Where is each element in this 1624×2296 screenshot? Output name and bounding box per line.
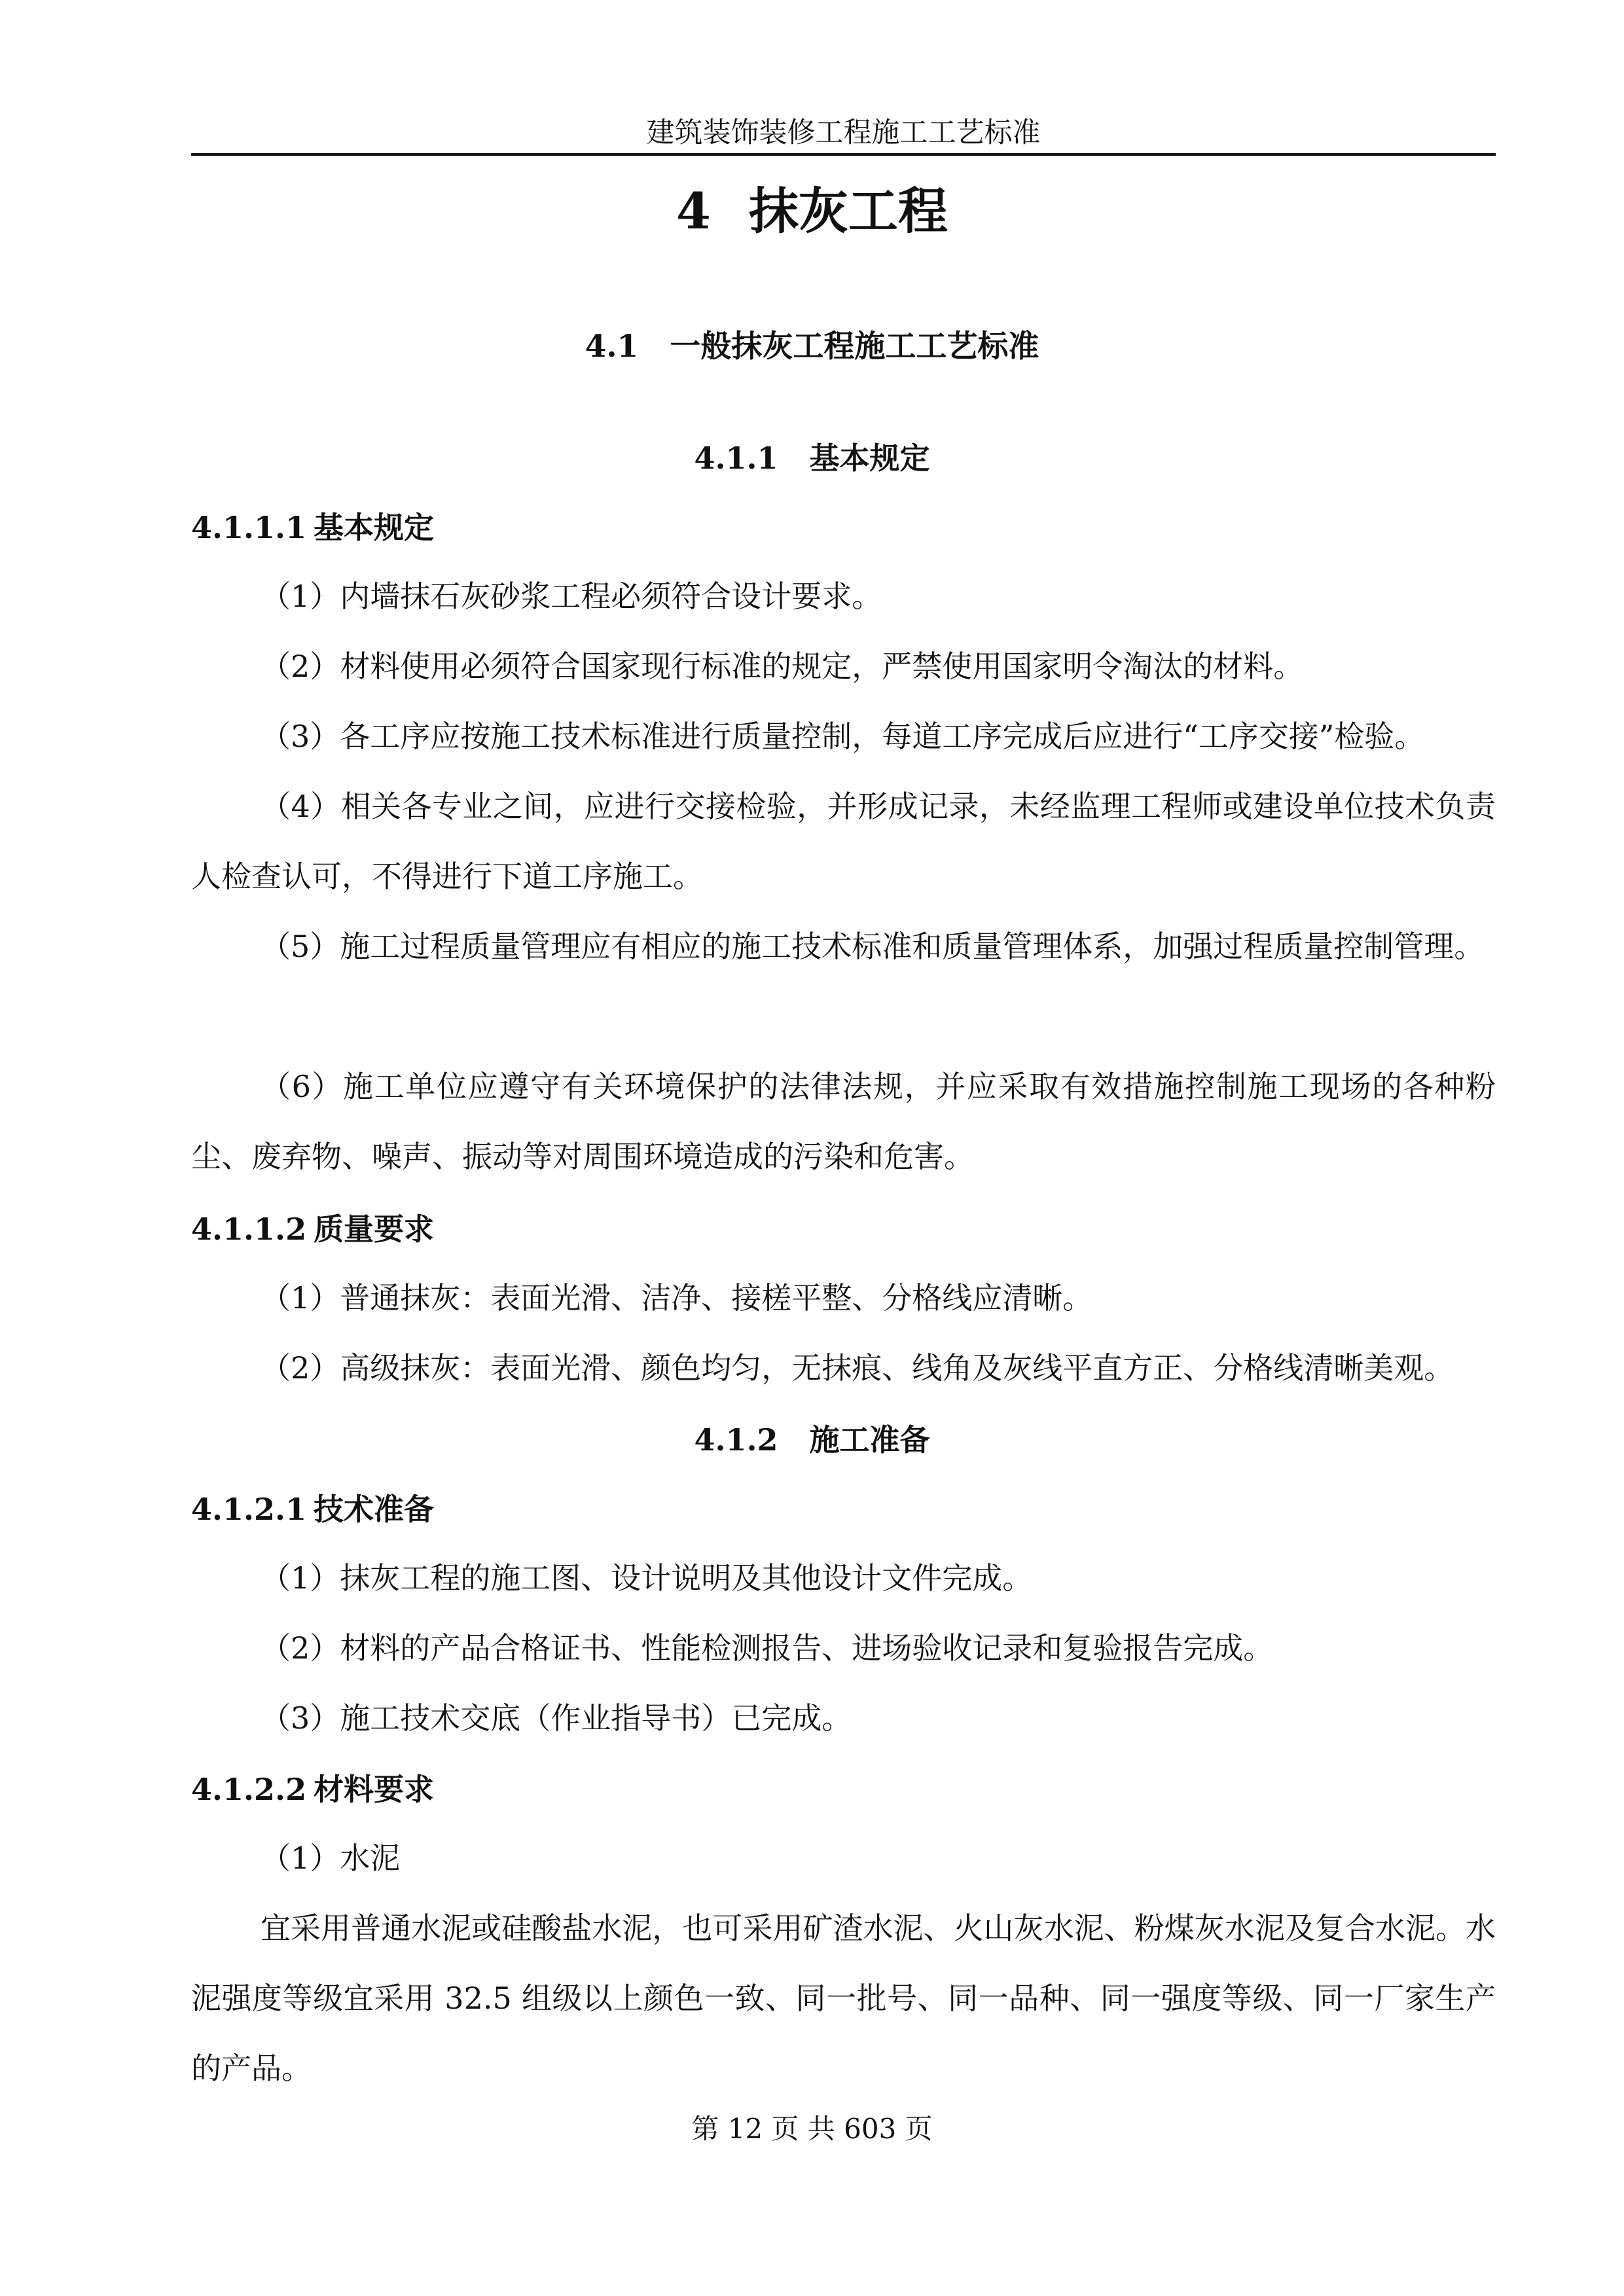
clause-heading-tech — [191, 1483, 1496, 1535]
section-number: 4.1 — [585, 329, 639, 365]
paragraph: （6）施工单位应遵守有关环境保护的法律法规，并应采取有效措施控制施工现场的各种粉尘、废弃物、噪声、振动等对周围环境造成的污染和危害。 — [191, 1069, 1496, 1174]
paragraph: （1）水泥 — [261, 1840, 401, 1876]
subsection-heading-prep — [0, 1414, 1624, 1466]
clause-number: 4.1.1.2 — [191, 1211, 307, 1247]
clause-number: 4.1.1.1 — [191, 510, 307, 545]
header-rule — [191, 153, 1496, 156]
clause-heading-quality — [191, 1203, 1496, 1255]
clause-title: 质量要求 — [314, 1211, 434, 1247]
paragraph: （1）普通抹灰：表面光滑、洁净、接槎平整、分格线应清晰。 — [261, 1280, 1093, 1316]
subsection-number: 4.1.2 — [694, 1422, 778, 1458]
subsection-number: 4.1.1 — [694, 440, 778, 476]
section-heading — [0, 321, 1624, 373]
section-title: 一般抹灰工程施工工艺标准 — [670, 329, 1039, 365]
paragraph: （2）高级抹灰：表面光滑、颜色均匀，无抹痕、线角及灰线平直方正、分格线清晰美观。 — [261, 1350, 1454, 1386]
running-header: 建筑装饰装修工程施工工艺标准 — [646, 117, 1041, 149]
clause-number: 4.1.2.2 — [191, 1772, 307, 1807]
chapter-heading — [0, 175, 1624, 247]
paragraph: 宜采用普通水泥或硅酸盐水泥，也可采用矿渣水泥、火山灰水泥、粉煤灰水泥及复合水泥。水泥强度等级宜采用 32.5 组级以上颜色一致、同一批号、同一品种、同一强度等级、同一厂家生产的产品。 — [191, 1910, 1496, 2086]
subsection-title: 施工准备 — [809, 1422, 930, 1458]
paragraph: （3）各工序应按施工技术标准进行质量控制，每道工序完成后应进行“工序交接”检验。 — [261, 719, 1425, 754]
page-footer: 第 12 页 共 603 页 — [691, 2113, 933, 2145]
clause-number: 4.1.2.1 — [191, 1492, 307, 1527]
subsection-title: 基本规定 — [809, 440, 930, 476]
clause-heading-basic — [191, 501, 1496, 554]
paragraph: （1）内墙抹石灰砂浆工程必须符合设计要求。 — [261, 579, 882, 614]
paragraph: （5）施工过程质量管理应有相应的施工技术标准和质量管理体系，加强过程质量控制管理。 — [261, 929, 1485, 964]
paragraph: （2）材料使用必须符合国家现行标准的规定，严禁使用国家明令淘汰的材料。 — [261, 649, 1304, 684]
clause-title: 技术准备 — [314, 1492, 434, 1527]
paragraph: （4）相关各专业之间，应进行交接检验，并形成记录，未经监理工程师或建设单位技术负责人检查认可，不得进行下道工序施工。 — [191, 789, 1496, 894]
subsection-heading-basic — [0, 432, 1624, 484]
paragraph: （2）材料的产品合格证书、性能检测报告、进场验收记录和复验报告完成。 — [261, 1630, 1274, 1666]
clause-heading-material — [191, 1763, 1496, 1816]
paragraph: （1）抹灰工程的施工图、设计说明及其他设计文件完成。 — [261, 1560, 1033, 1596]
clause-title: 材料要求 — [314, 1772, 434, 1807]
clause-title: 基本规定 — [314, 510, 434, 545]
chapter-title: 抹灰工程 — [748, 182, 948, 240]
paragraph: （3）施工技术交底（作业指导书）已完成。 — [261, 1700, 852, 1736]
chapter-number: 4 — [676, 182, 711, 240]
